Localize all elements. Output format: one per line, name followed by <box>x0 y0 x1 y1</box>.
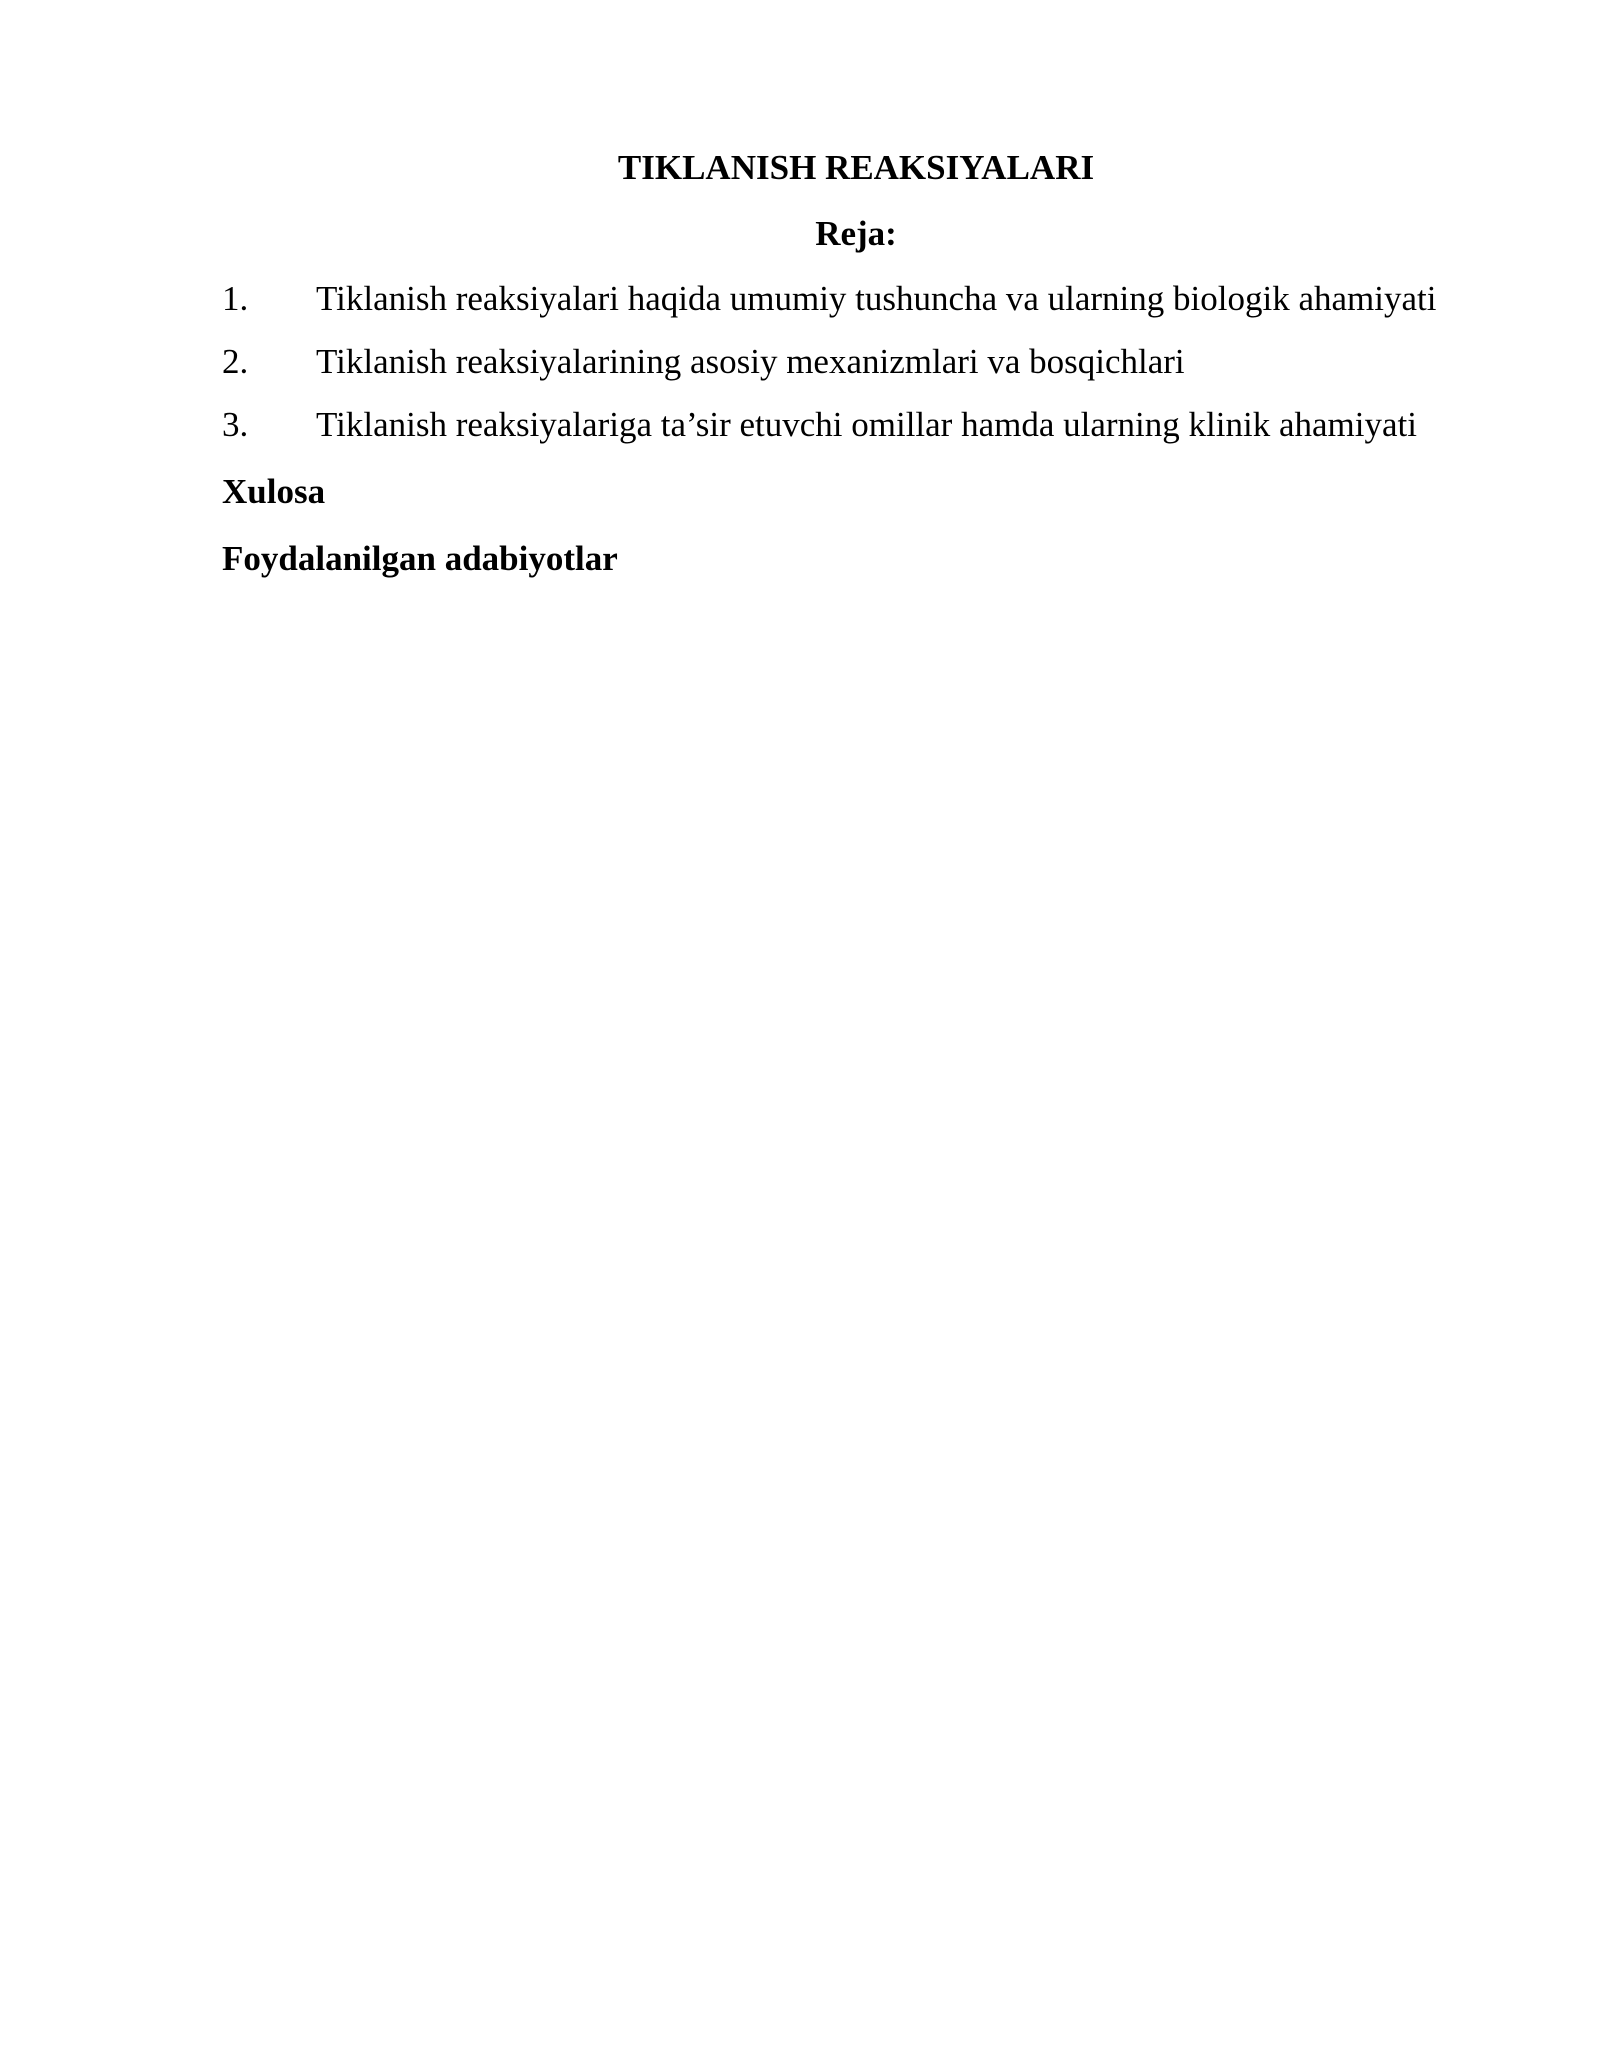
plan-item <box>222 277 1522 340</box>
plan-item-number: 2. <box>222 342 249 381</box>
document-title: TIKLANISH REAKSIYALARI <box>617 148 1095 187</box>
plan-heading: Reja: <box>815 214 897 253</box>
plan-item-text: Tiklanish reaksiyalarining asosiy mexanizmlari va bosqichlari <box>316 342 1185 381</box>
plan-item-number: 3. <box>222 405 249 444</box>
plan-list <box>222 277 1522 466</box>
plan-item-text: Tiklanish reaksiyalari haqida umumiy tushuncha va ularning biologik ahamiyati <box>316 279 1437 318</box>
plan-item <box>222 340 1522 403</box>
references-heading: Foydalanilgan adabiyotlar <box>222 539 618 578</box>
plan-item-number: 1. <box>222 279 249 318</box>
conclusion-heading: Xulosa <box>222 472 326 511</box>
plan-item <box>222 403 1522 466</box>
plan-item-text: Tiklanish reaksiyalariga ta’sir etuvchi omillar hamda ularning klinik ahamiyati <box>316 405 1417 444</box>
